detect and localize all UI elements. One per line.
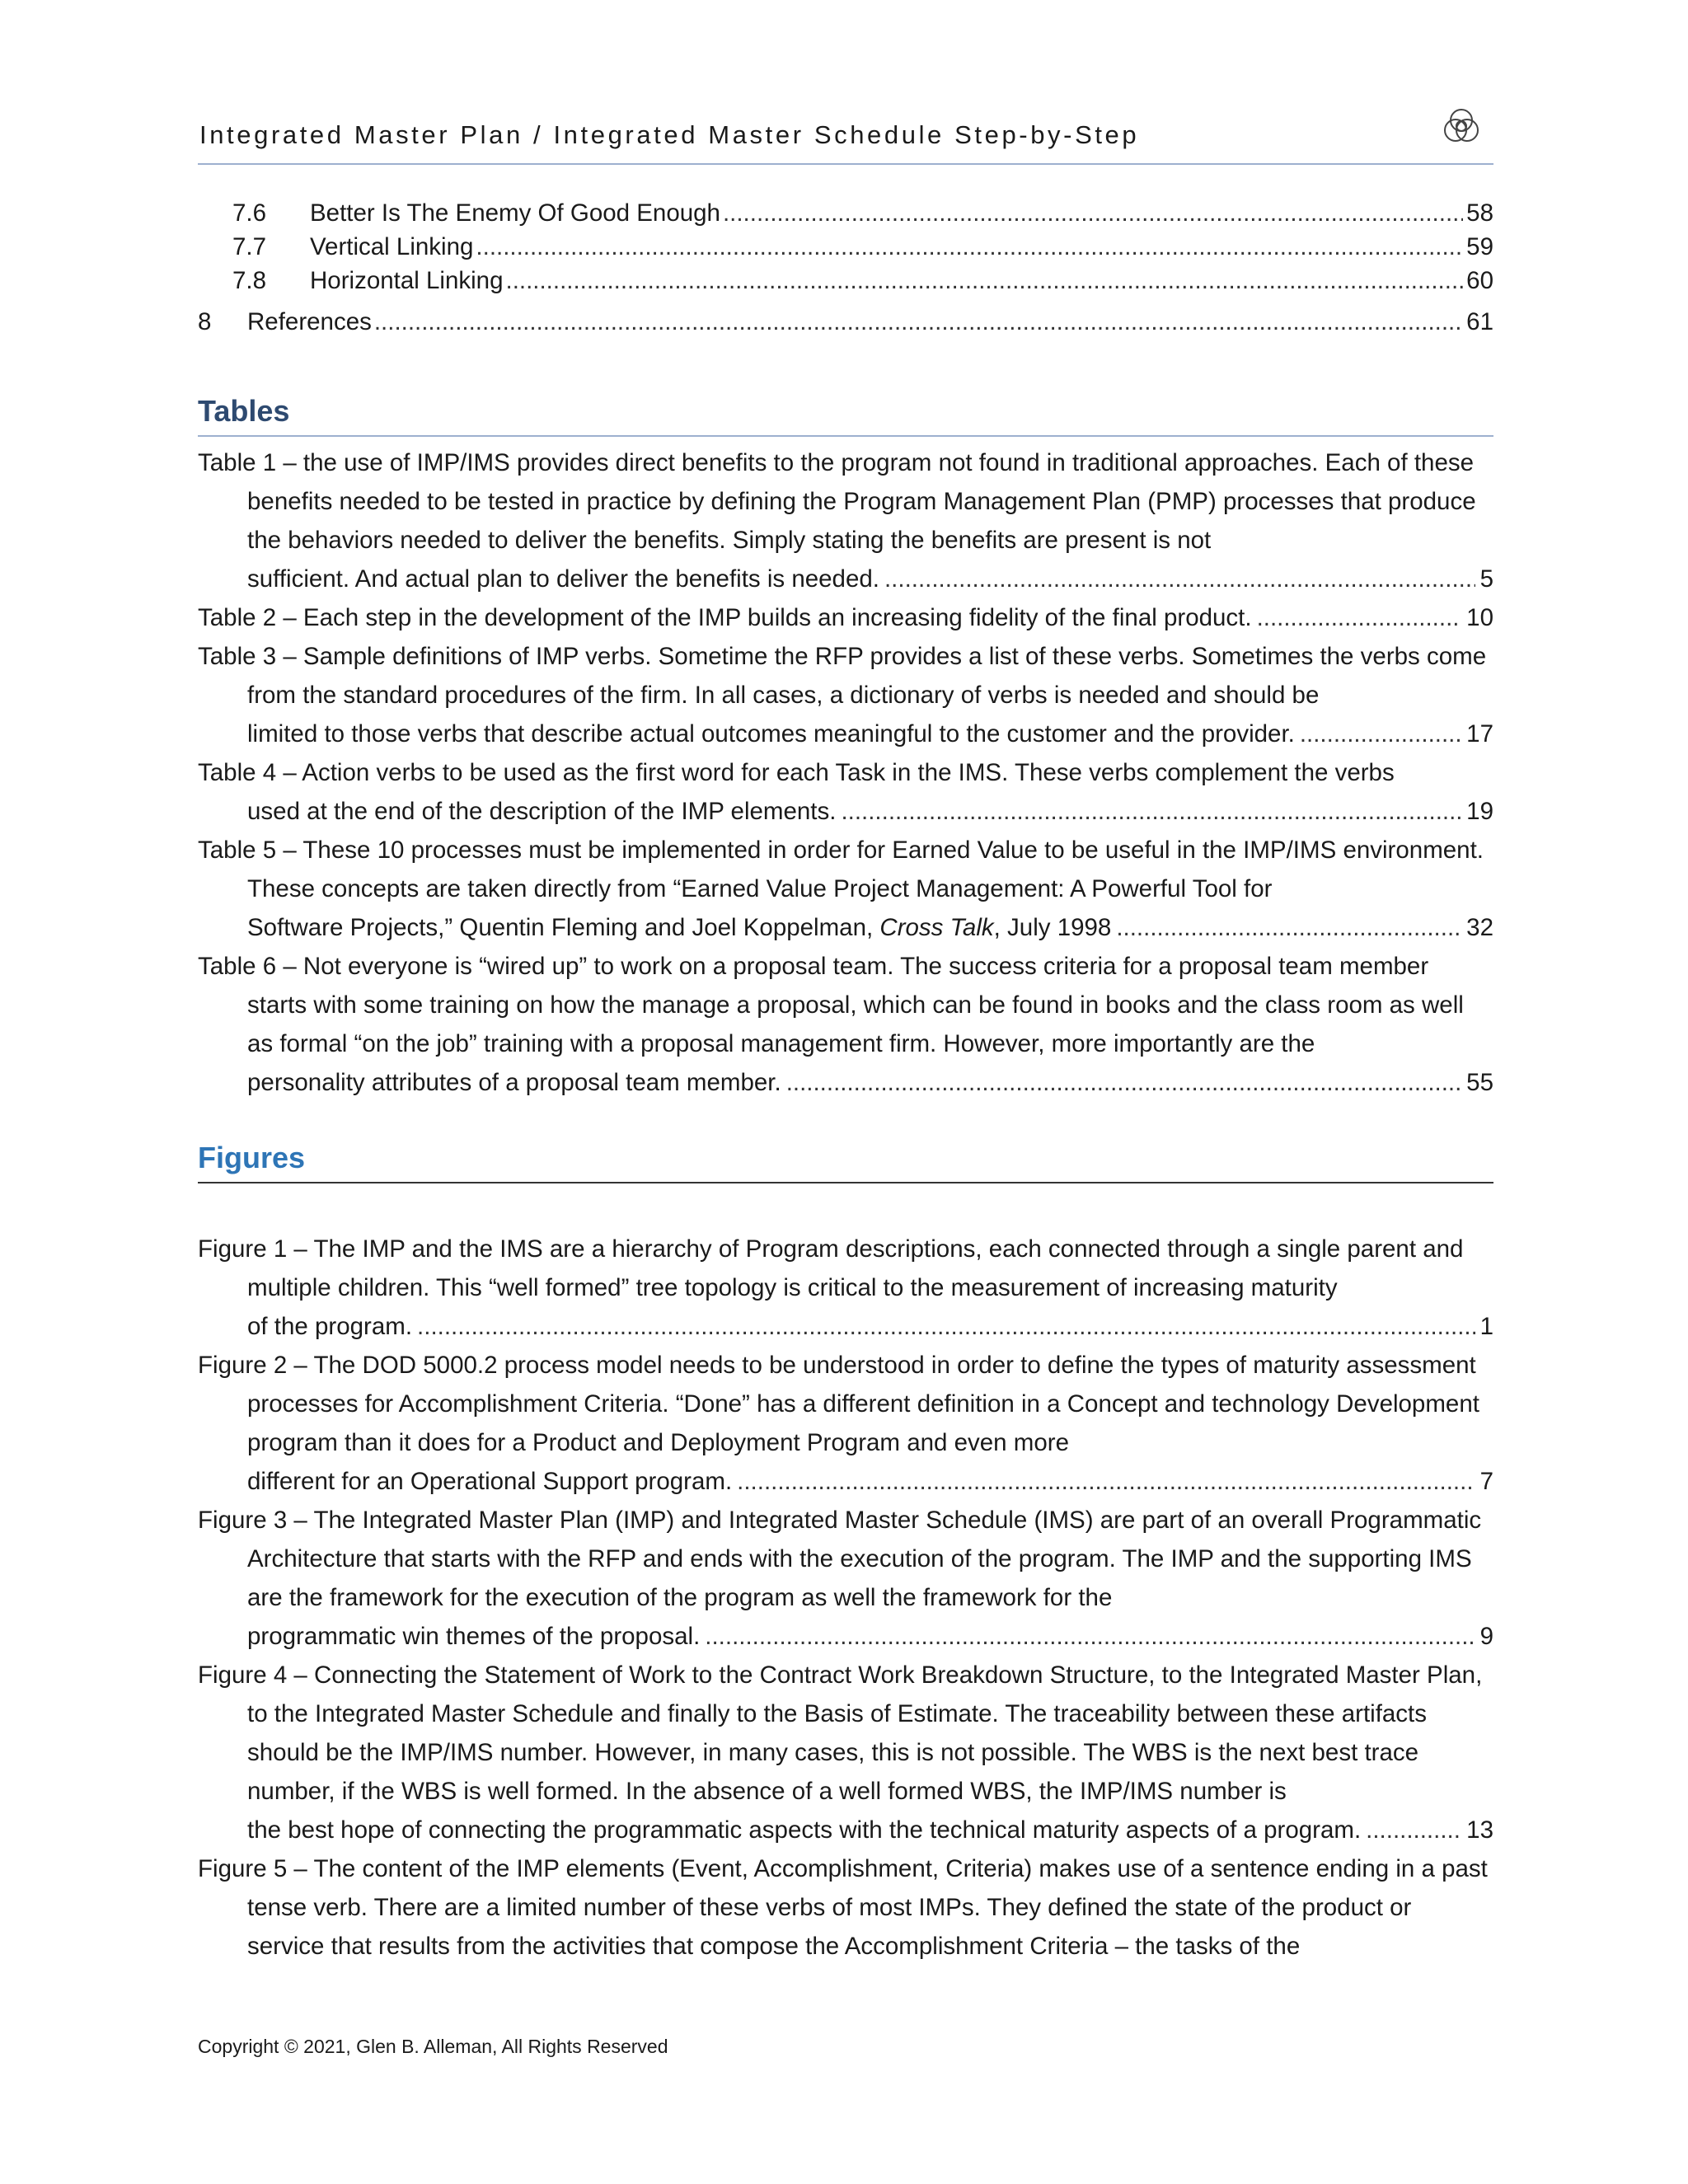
- entry-text-last-line: Table 2 – Each step in the development of the IMP builds an increasing fidelity of the final product.: [198, 604, 1252, 631]
- entry-text-last-line: used at the end of the description of the IMP elements.: [247, 798, 837, 825]
- dot-leader: [506, 264, 1464, 298]
- figure-entry[interactable]: [198, 1656, 1493, 1849]
- figure-entry[interactable]: [198, 1849, 1493, 1966]
- entry-text-date: , July 1998: [993, 914, 1112, 941]
- dot-leader: [1116, 908, 1461, 947]
- toc-entry[interactable]: [198, 196, 1493, 230]
- dot-leader: [705, 1617, 1475, 1656]
- dot-leader: [884, 560, 1475, 598]
- entry-text-last-line: of the program.: [247, 1313, 413, 1340]
- entry-text: Figure 2 – The DOD 5000.2 process model needs to be understood in order to define the types of maturity assessment processes for Accomplishment Criteria. “Done” has a different definition in a Concept and technology Development program than it does for a Product and Deployment Program and even more: [198, 1352, 1479, 1456]
- entry-page: 10: [1466, 604, 1493, 631]
- toc-entry[interactable]: [198, 305, 1493, 339]
- entry-page: 32: [1466, 914, 1493, 941]
- figure-entry[interactable]: [198, 1501, 1493, 1656]
- entry-text-last-line: programmatic win themes of the proposal.: [247, 1623, 701, 1650]
- table-entry[interactable]: [198, 753, 1493, 831]
- table-entry[interactable]: [198, 831, 1493, 947]
- toc-entry-label: Vertical Linking: [310, 233, 474, 260]
- toc-entry-label: Horizontal Linking: [310, 267, 504, 294]
- figure-entry[interactable]: [198, 1346, 1493, 1501]
- figures-heading: Figures: [198, 1141, 1493, 1183]
- toc-entry-page: 59: [1466, 233, 1493, 260]
- entry-text: Figure 5 – The content of the IMP elements (Event, Accomplishment, Criteria) makes use of a sentence ending in a past tense verb. There are a limited number of these verbs of most IMPs. They defined the state of the product or service that results from the activities that compose the Accomplishment Criteria – the tasks of the: [198, 1855, 1488, 1960]
- entry-text-last-line: the best hope of connecting the programmatic aspects with the technical maturity aspects of a program.: [247, 1816, 1362, 1844]
- publication-title: Cross Talk: [879, 914, 994, 941]
- page-header: [198, 120, 1493, 165]
- dot-leader: [1257, 598, 1462, 637]
- interlocking-rings-logo: [1439, 104, 1484, 148]
- entry-text-last-line: different for an Operational Support program.: [247, 1468, 733, 1495]
- figure-entry[interactable]: [198, 1230, 1493, 1346]
- toc-entry[interactable]: [198, 230, 1493, 264]
- tables-heading: Tables: [198, 394, 1493, 437]
- table-entry[interactable]: [198, 598, 1493, 637]
- entry-text: Figure 4 – Connecting the Statement of Work to the Contract Work Breakdown Structure, to the Integrated Master Plan, to the Integrated Master Schedule and finally to the Basis of Estimate. The traceability between these artifacts should be the IMP/IMS number. However, in many cases, this is not possible. The WBS is the next best trace number, if the WBS is well formed. In the absence of a well formed WBS, the IMP/IMS number is: [198, 1661, 1483, 1805]
- entry-text: Table 1 – the use of IMP/IMS provides direct benefits to the program not found in traditional approaches. Each of these benefits needed to be tested in practice by defining the Program Management Plan (PMP) processes that produce the behaviors needed to deliver the benefits. Simply stating the benefits are present is not: [198, 449, 1476, 554]
- toc-entry-number: 7.8: [232, 267, 267, 294]
- entry-text: Figure 3 – The Integrated Master Plan (IMP) and Integrated Master Schedule (IMS) are part of an overall Programmatic Architecture that starts with the RFP and ends with the execution of the program. The IMP and the supporting IMS are the framework for the execution of the program as well the framework for the: [198, 1507, 1482, 1611]
- toc-entry-label: Better Is The Enemy Of Good Enough: [310, 199, 720, 227]
- table-of-contents-continued: [198, 196, 1493, 339]
- dot-leader: [723, 196, 1463, 230]
- toc-entry-page: 61: [1466, 308, 1493, 335]
- entry-text-last-line: limited to those verbs that describe actual outcomes meaningful to the customer and the provider.: [247, 720, 1295, 748]
- dot-leader: [841, 792, 1461, 831]
- entry-page: 55: [1466, 1069, 1493, 1096]
- entry-text: Table 4 – Action verbs to be used as the first word for each Task in the IMS. These verbs complement the verbs: [198, 759, 1395, 786]
- toc-entry[interactable]: [198, 264, 1493, 298]
- toc-entry-page: 60: [1466, 267, 1493, 294]
- toc-entry-number: 7.6: [232, 199, 267, 227]
- entry-page: 7: [1479, 1468, 1493, 1495]
- list-of-tables: [198, 443, 1493, 1102]
- entry-text-last-line: sufficient. And actual plan to deliver the benefits is needed.: [247, 565, 879, 593]
- dot-leader: [786, 1063, 1461, 1102]
- list-of-figures: [198, 1230, 1493, 1966]
- table-entry[interactable]: [198, 947, 1493, 1102]
- toc-entry-label: References: [247, 308, 372, 335]
- entry-text: Table 3 – Sample definitions of IMP verbs. Sometime the RFP provides a list of these verbs. Sometimes the verbs come from the standard procedures of the firm. In all cases, a dictionary of verbs is needed and should be: [198, 643, 1487, 709]
- entry-text: Table 5 – These 10 processes must be implemented in order for Earned Value to be useful in the IMP/IMS environment. These concepts are taken directly from “Earned Value Project Management: A Powerful Tool for: [198, 837, 1484, 902]
- entry-page: 17: [1466, 720, 1493, 748]
- dot-leader: [476, 230, 1463, 264]
- toc-entry-page: 58: [1466, 199, 1493, 227]
- dot-leader: [417, 1307, 1475, 1346]
- entry-text-last-line: personality attributes of a proposal team member.: [247, 1069, 781, 1096]
- dot-leader: [1300, 715, 1461, 753]
- table-entry[interactable]: [198, 637, 1493, 753]
- entry-page: 1: [1479, 1313, 1493, 1340]
- entry-page: 5: [1479, 565, 1493, 593]
- document-title: Integrated Master Plan / Integrated Master Schedule Step-by-Step: [199, 120, 1140, 149]
- table-entry[interactable]: [198, 443, 1493, 598]
- dot-leader: [1366, 1811, 1461, 1849]
- entry-text-last-line: Software Projects,” Quentin Fleming and Joel Koppelman,: [247, 914, 880, 941]
- toc-entry-number: 8: [198, 308, 212, 335]
- entry-text: Figure 1 – The IMP and the IMS are a hierarchy of Program descriptions, each connected through a single parent and multiple children. This “well formed” tree topology is critical to the measurement of increasing maturity: [198, 1235, 1464, 1301]
- entry-page: 19: [1466, 798, 1493, 825]
- dot-leader: [374, 305, 1463, 339]
- dot-leader: [737, 1462, 1475, 1501]
- toc-entry-number: 7.7: [232, 233, 267, 260]
- entry-page: 9: [1479, 1623, 1493, 1650]
- entry-text: Table 6 – Not everyone is “wired up” to work on a proposal team. The success criteria for a proposal team member starts with some training on how the manage a proposal, which can be found in books and the class room as well as formal “on the job” training with a proposal management firm. However, more importantly are the: [198, 953, 1464, 1057]
- copyright-footer: Copyright © 2021, Glen B. Alleman, All Rights Reserved: [198, 2036, 668, 2057]
- entry-page: 13: [1466, 1816, 1493, 1844]
